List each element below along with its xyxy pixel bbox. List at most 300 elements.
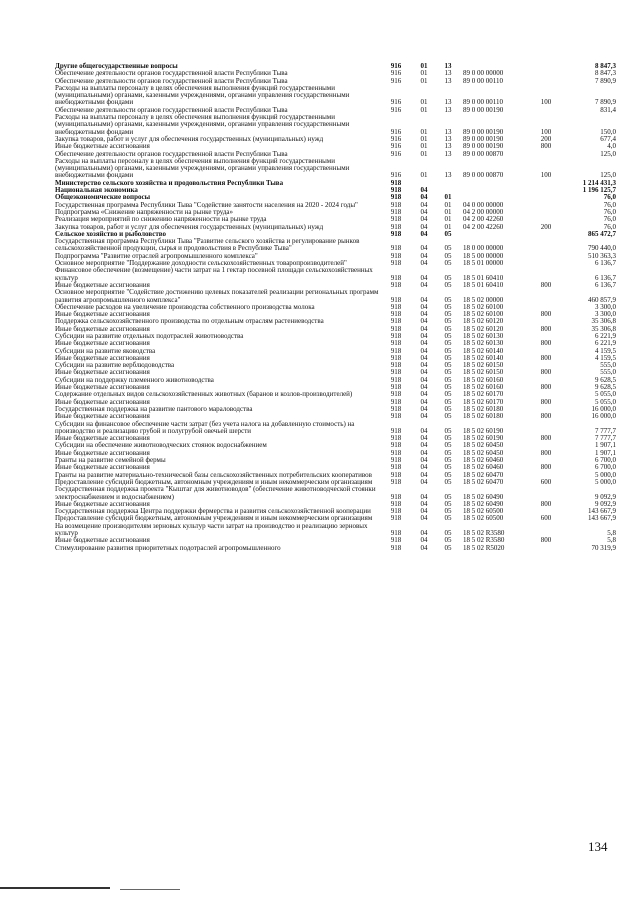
amount: 5 055,0 bbox=[595, 390, 616, 399]
row-name: На возмещение производителям зерновых культур части затрат на производство и реализацию зерновых культур bbox=[55, 521, 368, 537]
amount: 5 000,0 bbox=[595, 470, 616, 479]
target-article-code: 89 0 00 00000 bbox=[463, 69, 504, 78]
budget-table bbox=[55, 63, 615, 552]
section-code: 04 bbox=[420, 259, 428, 268]
target-article-code: 18 0 00 00000 bbox=[463, 244, 504, 253]
row-name: Общеэкономические вопросы bbox=[55, 193, 151, 202]
ministry-code: 918 bbox=[390, 404, 402, 413]
target-article-code: 18 5 02 60190 bbox=[463, 426, 504, 435]
ministry-code: 918 bbox=[390, 200, 402, 209]
subsection-code: 05 bbox=[444, 273, 452, 282]
target-article-code: 18 5 02 R5020 bbox=[463, 543, 505, 552]
row-name: Иные бюджетные ассигнования bbox=[55, 499, 150, 508]
row-name: Гранты на развитие материально-технической базы сельскохозяйственных потребительских кооперативов bbox=[55, 470, 372, 479]
amount: 555,0 bbox=[600, 368, 616, 377]
subsection-code: 05 bbox=[444, 324, 452, 333]
target-article-code: 04 2 00 42260 bbox=[463, 215, 504, 224]
target-article-code: 18 5 02 60490 bbox=[463, 499, 504, 508]
row-name: Реализация мероприятий по снижению напряженности на рынке труда bbox=[55, 215, 267, 224]
subsection-code: 13 bbox=[444, 98, 452, 107]
subsection-code: 05 bbox=[444, 280, 452, 289]
amount: 6 700,0 bbox=[595, 463, 616, 472]
expense-type-code: 800 bbox=[540, 434, 552, 443]
ministry-code: 916 bbox=[390, 142, 402, 151]
section-code: 04 bbox=[420, 412, 428, 421]
amount: 76,0 bbox=[603, 207, 616, 216]
target-article-code: 04 2 00 00000 bbox=[463, 207, 504, 216]
target-article-code: 18 5 00 00000 bbox=[463, 251, 504, 260]
row-name: Основное мероприятие "Содействие достижению целевых показателей реализации региональных программ развития агропромышленного комплекса" bbox=[55, 288, 379, 304]
amount: 3 300,0 bbox=[595, 302, 616, 311]
expense-type-code: 100 bbox=[540, 98, 552, 107]
ministry-code: 916 bbox=[390, 62, 402, 70]
target-article-code: 18 5 02 60170 bbox=[463, 390, 504, 399]
ministry-code: 918 bbox=[390, 412, 402, 421]
ministry-code: 918 bbox=[390, 229, 402, 238]
ministry-code: 918 bbox=[390, 186, 402, 195]
row-name: Иные бюджетные ассигнования bbox=[55, 324, 150, 333]
target-article-code: 04 0 00 00000 bbox=[463, 200, 504, 209]
section-code: 04 bbox=[420, 361, 428, 370]
subsection-code: 05 bbox=[444, 353, 452, 362]
ministry-code: 916 bbox=[390, 76, 402, 85]
section-code: 04 bbox=[420, 368, 428, 377]
ministry-code: 918 bbox=[390, 375, 402, 384]
subsection-code: 05 bbox=[444, 412, 452, 421]
row-name: Иные бюджетные ассигнования bbox=[55, 310, 150, 319]
subsection-code: 05 bbox=[444, 259, 452, 268]
section-code: 04 bbox=[420, 426, 428, 435]
amount: 5 055,0 bbox=[595, 397, 616, 406]
row-name: Иные бюджетные ассигнования bbox=[55, 280, 150, 289]
page-number: 134 bbox=[588, 839, 608, 854]
section-code: 04 bbox=[420, 273, 428, 282]
ministry-code: 918 bbox=[390, 507, 402, 516]
target-article-code: 18 5 02 60140 bbox=[463, 353, 504, 362]
row-name: Иные бюджетные ассигнования bbox=[55, 463, 150, 472]
ministry-code: 918 bbox=[390, 324, 402, 333]
ministry-code: 918 bbox=[390, 499, 402, 508]
target-article-code: 18 5 02 60150 bbox=[463, 368, 504, 377]
expense-type-code: 800 bbox=[540, 412, 552, 421]
subsection-code: 13 bbox=[444, 134, 452, 143]
subsection-code: 13 bbox=[444, 127, 452, 136]
subsection-code: 05 bbox=[444, 229, 452, 238]
row-name: Субсидии на обеспечение животноводческих стоянок водоснабжением bbox=[55, 441, 267, 450]
section-code: 04 bbox=[420, 492, 428, 501]
subsection-code: 05 bbox=[444, 244, 452, 253]
ministry-code: 916 bbox=[390, 149, 402, 158]
amount: 5 000,0 bbox=[595, 477, 616, 486]
row-name: Иные бюджетные ассигнования bbox=[55, 142, 150, 151]
row-name: Гранты на развитие семейной фермы bbox=[55, 456, 166, 465]
table-row bbox=[55, 180, 615, 187]
row-name: Иные бюджетные ассигнования bbox=[55, 397, 150, 406]
section-code: 04 bbox=[420, 499, 428, 508]
subsection-code: 05 bbox=[444, 331, 452, 340]
target-article-code: 18 5 02 60490 bbox=[463, 492, 504, 501]
ministry-code: 918 bbox=[390, 397, 402, 406]
section-code: 04 bbox=[420, 324, 428, 333]
subsection-code: 05 bbox=[444, 404, 452, 413]
row-name: Государственная программа Республики Тыва "Развитие сельского хозяйства и регулирование рынков сельскохозяйственной продукции, сырья и продовольствия в Республике Тыва" bbox=[55, 237, 360, 253]
table-row bbox=[55, 158, 615, 180]
row-name: Министерство сельского хозяйства и продовольствия Республики Тыва bbox=[55, 178, 284, 187]
section-code: 01 bbox=[420, 105, 428, 114]
row-name: Обеспечение деятельности органов государственной власти Республики Тыва bbox=[55, 105, 288, 114]
section-code: 01 bbox=[420, 171, 428, 180]
target-article-code: 18 5 02 60190 bbox=[463, 434, 504, 443]
ministry-code: 918 bbox=[390, 339, 402, 348]
expense-type-code: 600 bbox=[540, 477, 552, 486]
subsection-code: 01 bbox=[444, 207, 452, 216]
subsection-code: 05 bbox=[444, 310, 452, 319]
expense-type-code: 800 bbox=[540, 324, 552, 333]
subsection-code: 05 bbox=[444, 463, 452, 472]
target-article-code: 89 0 00 00110 bbox=[463, 76, 503, 85]
target-article-code: 18 5 02 60460 bbox=[463, 463, 504, 472]
amount: 150,0 bbox=[600, 127, 616, 136]
table-row bbox=[55, 523, 615, 538]
target-article-code: 18 5 02 00000 bbox=[463, 295, 504, 304]
subsection-code: 05 bbox=[444, 383, 452, 392]
section-code: 04 bbox=[420, 514, 428, 523]
ministry-code: 918 bbox=[390, 390, 402, 399]
amount: 8 847,3 bbox=[595, 62, 616, 70]
subsection-code: 05 bbox=[444, 470, 452, 479]
section-code: 04 bbox=[420, 193, 428, 202]
section-code: 04 bbox=[420, 302, 428, 311]
row-name: Закупка товаров, работ и услуг для обеспечения государственных (муниципальных) нужд bbox=[55, 134, 324, 143]
ministry-code: 918 bbox=[390, 353, 402, 362]
subsection-code: 05 bbox=[444, 251, 452, 260]
subsection-code: 05 bbox=[444, 492, 452, 501]
section-code: 04 bbox=[420, 507, 428, 516]
target-article-code: 18 5 02 60180 bbox=[463, 412, 504, 421]
amount: 4 159,5 bbox=[595, 346, 616, 355]
target-article-code: 18 5 02 60170 bbox=[463, 397, 504, 406]
subsection-code: 05 bbox=[444, 536, 452, 545]
row-name: Субсидии на развитие верблюдоводства bbox=[55, 361, 175, 370]
ministry-code: 918 bbox=[390, 492, 402, 501]
section-code: 04 bbox=[420, 434, 428, 443]
row-name: Финансовое обеспечение (возмещение) части затрат на 1 гектар посевной площади сельскохозяйственных культур bbox=[55, 266, 373, 282]
amount: 6 700,0 bbox=[595, 456, 616, 465]
table-row bbox=[55, 85, 615, 107]
row-name: Субсидии на поддержку племенного животноводства bbox=[55, 375, 214, 384]
amount: 555,0 bbox=[600, 361, 616, 370]
expense-type-code: 600 bbox=[540, 514, 552, 523]
section-code: 04 bbox=[420, 207, 428, 216]
amount: 76,0 bbox=[603, 215, 616, 224]
target-article-code: 18 5 02 60460 bbox=[463, 456, 504, 465]
target-article-code: 18 5 02 60470 bbox=[463, 477, 504, 486]
section-code: 04 bbox=[420, 339, 428, 348]
expense-type-code: 800 bbox=[540, 499, 552, 508]
ministry-code: 918 bbox=[390, 426, 402, 435]
section-code: 04 bbox=[420, 536, 428, 545]
row-name: Обеспечение расходов на увеличение производства собственного производства молока bbox=[55, 302, 315, 311]
amount: 143 667,9 bbox=[588, 507, 616, 516]
target-article-code: 18 5 02 60450 bbox=[463, 441, 504, 450]
section-code: 04 bbox=[420, 375, 428, 384]
section-code: 04 bbox=[420, 186, 428, 195]
row-name: Национальная экономика bbox=[55, 186, 138, 195]
expense-type-code: 800 bbox=[540, 536, 552, 545]
target-article-code: 18 5 02 60130 bbox=[463, 331, 504, 340]
target-article-code: 18 5 02 60180 bbox=[463, 404, 504, 413]
amount: 865 472,7 bbox=[588, 229, 616, 238]
subsection-code: 01 bbox=[444, 193, 452, 202]
subsection-code: 05 bbox=[444, 477, 452, 486]
target-article-code: 89 0 00 00190 bbox=[463, 105, 504, 114]
section-code: 04 bbox=[420, 463, 428, 472]
expense-type-code: 800 bbox=[540, 463, 552, 472]
section-code: 04 bbox=[420, 310, 428, 319]
target-article-code: 89 0 00 00190 bbox=[463, 142, 504, 151]
row-name: Иные бюджетные ассигнования bbox=[55, 448, 150, 457]
amount: 70 319,9 bbox=[591, 543, 616, 552]
ministry-code: 918 bbox=[390, 317, 402, 326]
amount: 3 300,0 bbox=[595, 310, 616, 319]
amount: 76,0 bbox=[603, 193, 616, 202]
amount: 6 136,7 bbox=[595, 273, 616, 282]
row-name: Подпрограмма "Развитие отраслей агропромышленного комплекса" bbox=[55, 251, 258, 260]
subsection-code: 13 bbox=[444, 171, 452, 180]
amount: 143 667,9 bbox=[588, 514, 616, 523]
section-code: 04 bbox=[420, 477, 428, 486]
row-name: Иные бюджетные ассигнования bbox=[55, 536, 150, 545]
amount: 1 214 431,3 bbox=[582, 178, 616, 187]
row-name: Другие общегосударственные вопросы bbox=[55, 62, 178, 70]
ministry-code: 918 bbox=[390, 383, 402, 392]
subsection-code: 13 bbox=[444, 76, 452, 85]
subsection-code: 05 bbox=[444, 456, 452, 465]
section-code: 01 bbox=[420, 69, 428, 78]
ministry-code: 916 bbox=[390, 105, 402, 114]
target-article-code: 89 0 00 00870 bbox=[463, 171, 504, 180]
expense-type-code: 800 bbox=[540, 397, 552, 406]
row-name: Обеспечение деятельности органов государственной власти Республики Тыва bbox=[55, 76, 288, 85]
row-name: Обеспечение деятельности органов государственной власти Республики Тыва bbox=[55, 69, 288, 78]
section-code: 04 bbox=[420, 390, 428, 399]
ministry-code: 918 bbox=[390, 470, 402, 479]
section-code: 04 bbox=[420, 470, 428, 479]
table-row bbox=[55, 238, 615, 253]
amount: 9 628,5 bbox=[595, 375, 616, 384]
row-name: Закупка товаров, работ и услуг для обеспечения государственных (муниципальных) нужд bbox=[55, 222, 324, 231]
expense-type-code: 800 bbox=[540, 448, 552, 457]
row-name: Предоставление субсидий бюджетным, автономным учреждениям и иным некоммерческим организациям bbox=[55, 514, 373, 523]
row-name: Стимулирование развития приоритетных подотраслей агропромышленного bbox=[55, 543, 281, 552]
ministry-code: 918 bbox=[390, 514, 402, 523]
ministry-code: 918 bbox=[390, 310, 402, 319]
subsection-code: 05 bbox=[444, 302, 452, 311]
target-article-code: 18 5 01 60410 bbox=[463, 280, 504, 289]
expense-type-code: 200 bbox=[540, 222, 552, 231]
amount: 6 221,9 bbox=[595, 331, 616, 340]
section-code: 04 bbox=[420, 295, 428, 304]
amount: 125,0 bbox=[600, 149, 616, 158]
row-name: Государственная поддержка на развитие пантового мараловодства bbox=[55, 404, 253, 413]
amount: 6 136,7 bbox=[595, 280, 616, 289]
amount: 6 136,7 bbox=[595, 259, 616, 268]
table-row bbox=[55, 267, 615, 282]
section-code: 04 bbox=[420, 353, 428, 362]
subsection-code: 05 bbox=[444, 514, 452, 523]
subsection-code: 13 bbox=[444, 62, 452, 70]
target-article-code: 04 2 00 42260 bbox=[463, 222, 504, 231]
ministry-code: 918 bbox=[390, 302, 402, 311]
row-name: Обеспечение деятельности органов государственной власти Республики Тыва bbox=[55, 149, 288, 158]
amount: 790 440,0 bbox=[588, 244, 616, 253]
amount: 7 777,7 bbox=[595, 434, 616, 443]
subsection-code: 05 bbox=[444, 529, 452, 537]
section-code: 04 bbox=[420, 346, 428, 355]
row-name: Подпрограмма «Снижение напряженности на рынке труда» bbox=[55, 207, 233, 216]
table-row bbox=[55, 486, 615, 501]
target-article-code: 18 5 02 60500 bbox=[463, 507, 504, 516]
row-name: Субсидии на развитие яководства bbox=[55, 346, 156, 355]
section-code: 04 bbox=[420, 280, 428, 289]
ministry-code: 916 bbox=[390, 127, 402, 136]
row-name: Иные бюджетные ассигнования bbox=[55, 383, 150, 392]
section-code: 01 bbox=[420, 62, 428, 70]
section-code: 04 bbox=[420, 456, 428, 465]
table-row bbox=[55, 289, 615, 304]
amount: 1 907,1 bbox=[595, 448, 616, 457]
amount: 7 890,9 bbox=[595, 76, 616, 85]
amount: 1 196 125,7 bbox=[582, 186, 616, 195]
table-row bbox=[55, 114, 615, 136]
expense-type-code: 800 bbox=[540, 339, 552, 348]
subsection-code: 05 bbox=[444, 507, 452, 516]
ministry-code: 916 bbox=[390, 98, 402, 107]
ministry-code: 918 bbox=[390, 434, 402, 443]
ministry-code: 918 bbox=[390, 543, 402, 552]
row-name: Иные бюджетные ассигнования bbox=[55, 368, 150, 377]
row-name: Расходы на выплаты персоналу в целях обеспечения выполнения функций государственными (муниципальными) органами, казенными учреждениями, органами управления государственными внебюджетными фондами bbox=[55, 113, 350, 136]
target-article-code: 18 5 02 60100 bbox=[463, 302, 504, 311]
section-code: 04 bbox=[420, 448, 428, 457]
target-article-code: 18 5 02 60100 bbox=[463, 310, 504, 319]
amount: 1 907,1 bbox=[595, 441, 616, 450]
ministry-code: 918 bbox=[390, 361, 402, 370]
amount: 35 306,8 bbox=[591, 324, 616, 333]
ministry-code: 918 bbox=[390, 178, 402, 187]
row-name: Государственная поддержка проекта "Кыштаг для животноводов" (обеспечение животноводческой стоянки электроснабжением и водоснабжением) bbox=[55, 485, 376, 501]
amount: 7 777,7 bbox=[595, 426, 616, 435]
target-article-code: 18 5 02 60160 bbox=[463, 375, 504, 384]
section-code: 04 bbox=[420, 229, 428, 238]
target-article-code: 89 0 00 00190 bbox=[463, 127, 504, 136]
amount: 8 847,3 bbox=[595, 69, 616, 78]
subsection-code: 05 bbox=[444, 368, 452, 377]
amount: 4,0 bbox=[607, 142, 616, 151]
ministry-code: 918 bbox=[390, 207, 402, 216]
section-code: 04 bbox=[420, 317, 428, 326]
section-code: 04 bbox=[420, 529, 428, 537]
ministry-code: 918 bbox=[390, 295, 402, 304]
target-article-code: 89 0 00 00110 bbox=[463, 98, 503, 107]
row-name: Сельское хозяйство и рыболовство bbox=[55, 229, 167, 238]
row-name: Иные бюджетные ассигнования bbox=[55, 412, 150, 421]
section-code: 04 bbox=[420, 404, 428, 413]
ministry-code: 918 bbox=[390, 456, 402, 465]
footer-rule-short bbox=[120, 889, 180, 890]
ministry-code: 918 bbox=[390, 259, 402, 268]
expense-type-code: 800 bbox=[540, 368, 552, 377]
ministry-code: 918 bbox=[390, 368, 402, 377]
section-code: 04 bbox=[420, 251, 428, 260]
amount: 9 092,9 bbox=[595, 499, 616, 508]
target-article-code: 18 5 02 60140 bbox=[463, 346, 504, 355]
subsection-code: 13 bbox=[444, 149, 452, 158]
subsection-code: 05 bbox=[444, 397, 452, 406]
amount: 831,4 bbox=[600, 105, 616, 114]
row-name: Содержание отдельных видов сельскохозяйственных животных (баранов и козлов-производителей) bbox=[55, 390, 353, 399]
section-code: 04 bbox=[420, 441, 428, 450]
subsection-code: 05 bbox=[444, 426, 452, 435]
ministry-code: 916 bbox=[390, 134, 402, 143]
ministry-code: 918 bbox=[390, 222, 402, 231]
target-article-code: 18 5 01 60410 bbox=[463, 273, 504, 282]
expense-type-code: 200 bbox=[540, 134, 552, 143]
ministry-code: 916 bbox=[390, 69, 402, 78]
ministry-code: 918 bbox=[390, 215, 402, 224]
ministry-code: 918 bbox=[390, 280, 402, 289]
amount: 76,0 bbox=[603, 222, 616, 231]
amount: 5,8 bbox=[607, 529, 616, 537]
subsection-code: 05 bbox=[444, 390, 452, 399]
row-name: Предоставление субсидий бюджетным, автономным учреждениям и иным некоммерческим организациям bbox=[55, 477, 373, 486]
table-row bbox=[55, 421, 615, 436]
target-article-code: 18 5 01 00000 bbox=[463, 259, 504, 268]
section-code: 01 bbox=[420, 98, 428, 107]
target-article-code: 18 5 02 60160 bbox=[463, 383, 504, 392]
section-code: 01 bbox=[420, 134, 428, 143]
subsection-code: 05 bbox=[444, 375, 452, 384]
ministry-code: 918 bbox=[390, 244, 402, 253]
expense-type-code: 100 bbox=[540, 171, 552, 180]
row-name: Расходы на выплаты персоналу в целях обеспечения выполнения функций государственными (муниципальными) органами, казенными учреждениями, органами управления государственными внебюджетными фондами bbox=[55, 83, 350, 107]
row-name: Расходы на выплаты персоналу в целях обеспечения выполнения функций государственными (муниципальными) органами, казенными учреждениями, органами управления государственными внебюджетными фондами bbox=[55, 156, 350, 180]
ministry-code: 918 bbox=[390, 251, 402, 260]
subsection-code: 05 bbox=[444, 317, 452, 326]
subsection-code: 13 bbox=[444, 69, 452, 78]
section-code: 01 bbox=[420, 142, 428, 151]
amount: 35 306,8 bbox=[591, 317, 616, 326]
footer-rule bbox=[0, 887, 110, 889]
subsection-code: 13 bbox=[444, 142, 452, 151]
amount: 510 363,3 bbox=[588, 251, 616, 260]
ministry-code: 918 bbox=[390, 346, 402, 355]
ministry-code: 918 bbox=[390, 448, 402, 457]
section-code: 04 bbox=[420, 222, 428, 231]
amount: 125,0 bbox=[600, 171, 616, 180]
amount: 9 628,5 bbox=[595, 383, 616, 392]
target-article-code: 89 0 00 00190 bbox=[463, 134, 504, 143]
expense-type-code: 800 bbox=[540, 310, 552, 319]
ministry-code: 918 bbox=[390, 193, 402, 202]
section-code: 01 bbox=[420, 127, 428, 136]
amount: 5,8 bbox=[607, 536, 616, 545]
row-name: Иные бюджетные ассигнования bbox=[55, 339, 150, 348]
amount: 677,4 bbox=[600, 134, 616, 143]
amount: 76,0 bbox=[603, 200, 616, 209]
expense-type-code: 100 bbox=[540, 127, 552, 136]
section-code: 04 bbox=[420, 244, 428, 253]
